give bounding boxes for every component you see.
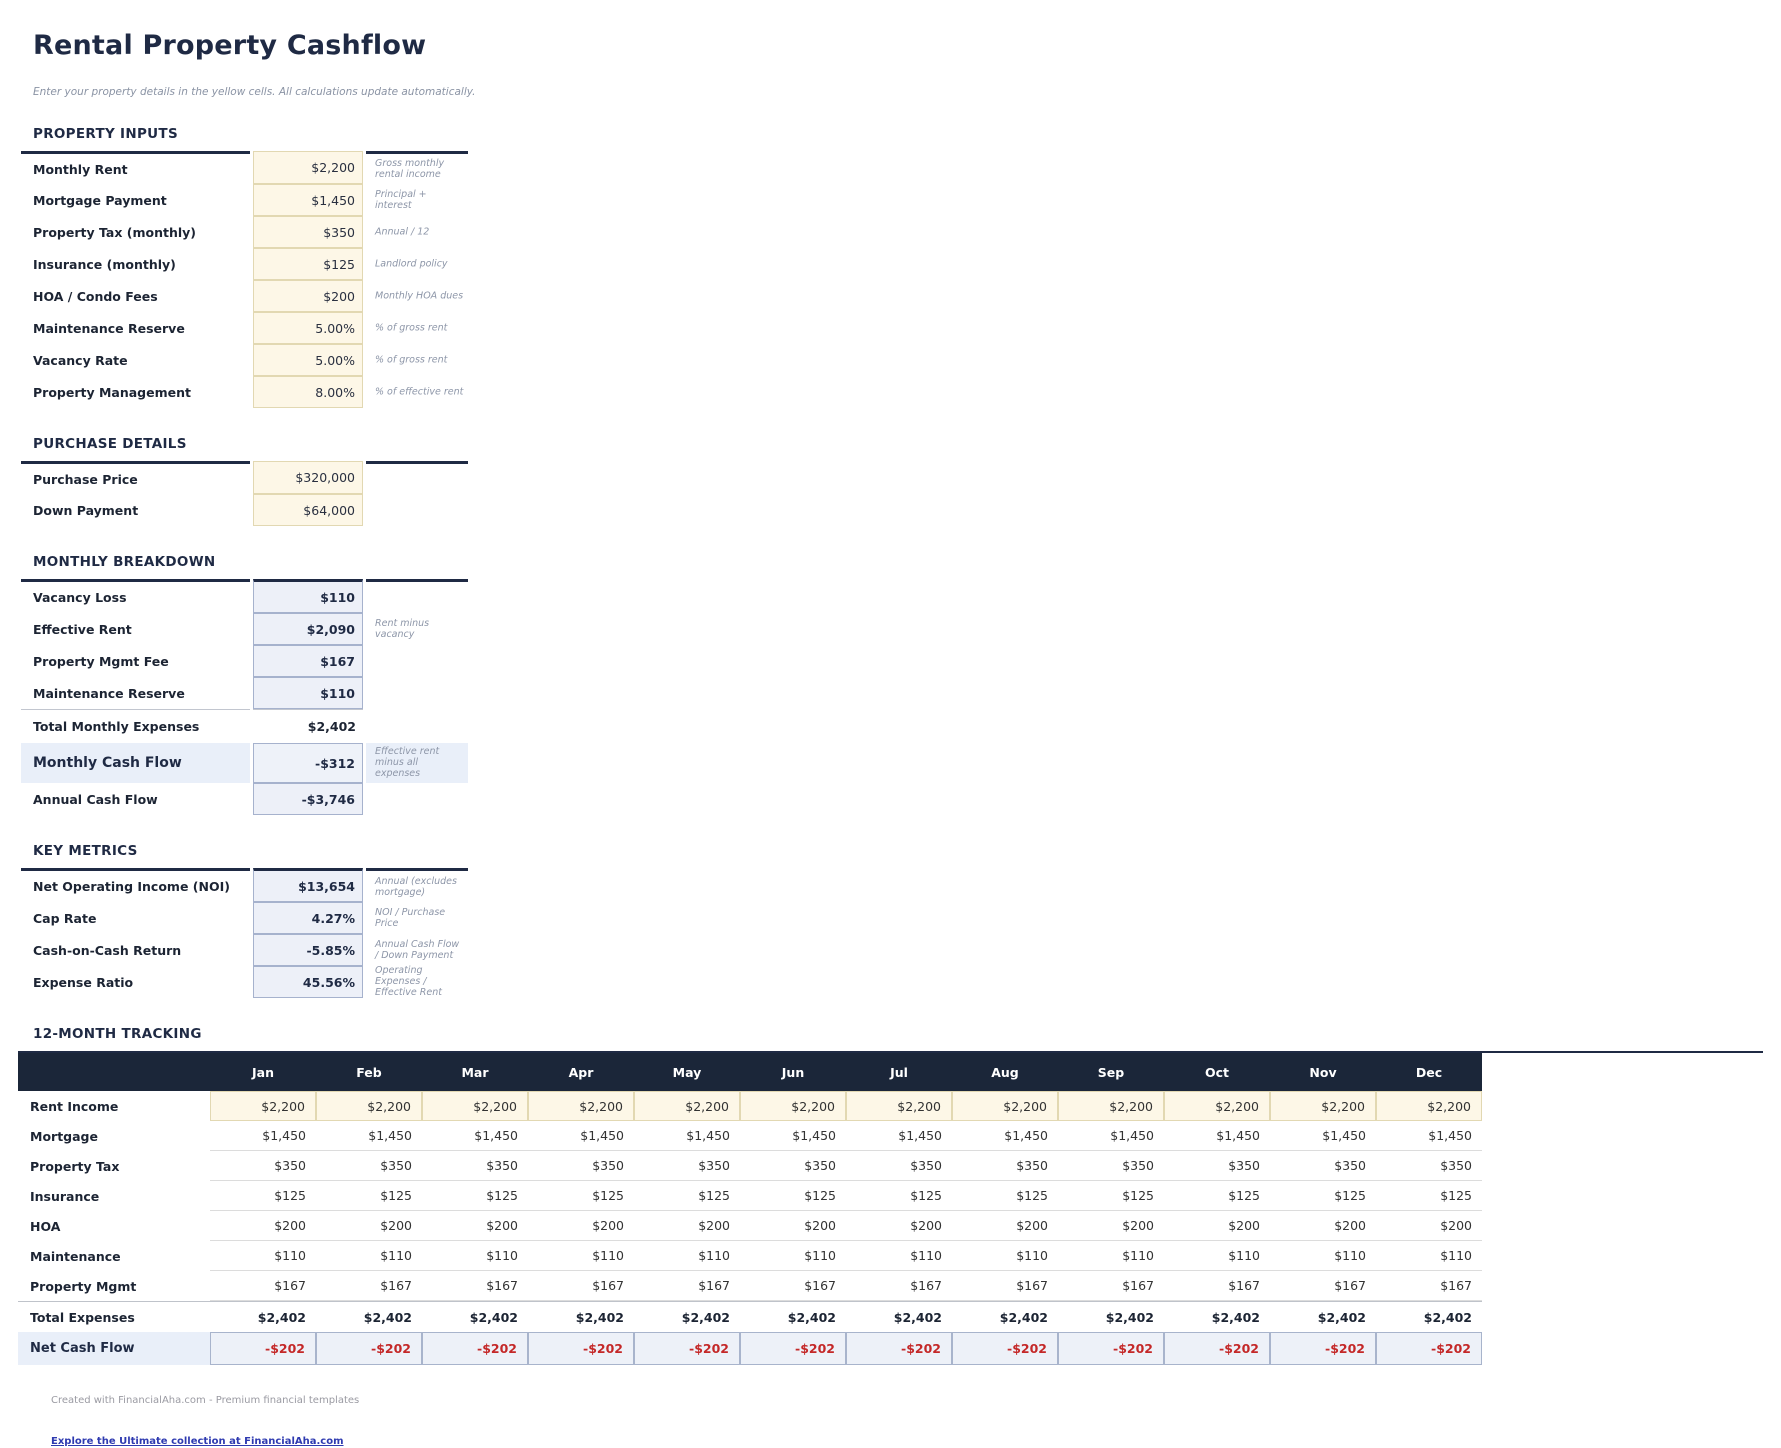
value-cell[interactable]: $2,200 [253,151,363,184]
row-label: Purchase Price [21,461,250,494]
row-spacer [1482,1121,1763,1151]
cell-jun: -$202 [740,1332,846,1365]
cell-apr: $110 [528,1241,634,1271]
page-subtitle: Enter your property details in the yellow cells. All calculations update automatically. [33,86,476,98]
note-cell [366,783,468,815]
cell-sep: $1,450 [1058,1121,1164,1151]
row-label: Property Mgmt Fee [33,653,169,669]
cell-apr[interactable]: $2,200 [528,1091,634,1121]
cell-jan: $125 [210,1181,316,1211]
row-label: Maintenance Reserve [33,320,185,336]
row-spacer [1482,1091,1763,1121]
row-spacer [1482,1151,1763,1181]
tracking-row [18,1271,1763,1301]
cell-apr: $200 [528,1211,634,1241]
cell-oct[interactable]: $2,200 [1164,1091,1270,1121]
value-cell[interactable]: $350 [253,216,363,248]
cell-apr: $2,402 [528,1301,634,1332]
cell-sep: $200 [1058,1211,1164,1241]
row-label: Expense Ratio [33,974,134,990]
table-row [21,868,468,902]
cell-dec: $125 [1376,1181,1482,1211]
cell-sep: $350 [1058,1151,1164,1181]
value-cell[interactable]: 8.00% [253,376,363,408]
cell-oct: $200 [1164,1211,1270,1241]
table-row [21,966,468,998]
section-heading-purchase-details: PURCHASE DETAILS [33,436,187,452]
cell-nov: $167 [1270,1271,1376,1301]
value-cell[interactable]: $320,000 [253,461,363,494]
value-cell: $110 [253,579,363,613]
row-label: Insurance (monthly) [33,256,176,272]
note-text: Monthly HOA dues [375,290,464,302]
cell-jul: $200 [846,1211,952,1241]
note-cell [366,743,468,783]
tracking-row [18,1241,1763,1271]
cell-may: $167 [634,1271,740,1301]
cell-mar: $110 [422,1241,528,1271]
cell-dec: -$202 [1376,1332,1482,1365]
row-spacer [1482,1181,1763,1211]
tracking-row [18,1091,1763,1121]
cell-jan: $200 [210,1211,316,1241]
note-text: Landlord policy [375,258,448,270]
tracking-row [18,1121,1763,1151]
table-row [21,709,468,743]
row-label: Down Payment [33,502,139,518]
row-label: Maintenance Reserve [33,685,185,701]
cell-may: $125 [634,1181,740,1211]
row-label: Net Operating Income (NOI) [21,868,250,902]
cell-jul: $110 [846,1241,952,1271]
note-cell [366,344,468,376]
cell-oct: $167 [1164,1271,1270,1301]
cell-jul: $350 [846,1151,952,1181]
table-row [21,783,468,815]
cell-feb: -$202 [316,1332,422,1365]
cell-nov[interactable]: $2,200 [1270,1091,1376,1121]
corner-cell [18,1053,210,1091]
cell-nov: $350 [1270,1151,1376,1181]
row-label: Property Mgmt [30,1278,137,1294]
cell-jan: $1,450 [210,1121,316,1151]
table-row [21,184,468,216]
tracking-row [18,1301,1763,1332]
note-cell [366,461,468,494]
footer-link[interactable]: Explore the Ultimate collection at FinancialAha.com [51,1436,344,1447]
row-label: Rent Income [30,1098,119,1114]
cell-dec: $2,402 [1376,1301,1482,1332]
cell-jan[interactable]: $2,200 [210,1091,316,1121]
cell-feb[interactable]: $2,200 [316,1091,422,1121]
cell-jan: $350 [210,1151,316,1181]
row-label: HOA [30,1218,61,1234]
row-label: Mortgage Payment [33,192,167,208]
row-label: Total Monthly Expenses [21,709,250,743]
table-key-metrics [18,868,471,998]
cell-may: -$202 [634,1332,740,1365]
month-header-aug: Aug [952,1053,1058,1091]
cell-nov: $110 [1270,1241,1376,1271]
tracking-row [18,1151,1763,1181]
note-text: % of gross rent [375,354,448,366]
table-row [21,743,468,783]
cell-nov: $2,402 [1270,1301,1376,1332]
value-cell[interactable]: 5.00% [253,344,363,376]
row-label: Net Cash Flow [18,1332,210,1365]
note-text: NOI / Purchase Price [375,906,446,929]
cell-jul: $1,450 [846,1121,952,1151]
row-label: Cash-on-Cash Return [33,942,182,958]
row-label: Property Tax (monthly) [33,224,196,240]
cell-jun: $125 [740,1181,846,1211]
cell-mar: $125 [422,1181,528,1211]
note-text: Effective rent minus all expenses [375,746,440,780]
note-text: Annual Cash Flow / Down Payment [375,938,460,961]
cell-jun[interactable]: $2,200 [740,1091,846,1121]
note-cell [366,248,468,280]
cell-nov: $1,450 [1270,1121,1376,1151]
row-label: Annual Cash Flow [33,791,158,807]
value-cell: $167 [253,645,363,677]
value-cell[interactable]: $1,450 [253,184,363,216]
cell-dec: $350 [1376,1151,1482,1181]
cell-feb: $350 [316,1151,422,1181]
cell-oct: $110 [1164,1241,1270,1271]
table-row [21,494,468,526]
note-text: Rent minus vacancy [375,617,430,640]
cell-dec: $200 [1376,1211,1482,1241]
row-spacer [1482,1332,1763,1365]
value-cell: 4.27% [253,902,363,934]
cell-mar: $200 [422,1211,528,1241]
cell-jun: $2,402 [740,1301,846,1332]
cell-apr: -$202 [528,1332,634,1365]
cell-dec[interactable]: $2,200 [1376,1091,1482,1121]
cell-apr: $167 [528,1271,634,1301]
cell-apr: $125 [528,1181,634,1211]
cell-jul: -$202 [846,1332,952,1365]
month-header-jan: Jan [210,1053,316,1091]
note-text: Annual (excludes mortgage) [375,875,457,898]
note-text: Operating Expenses / Effective Rent [375,965,442,999]
cell-sep: $110 [1058,1241,1164,1271]
cell-jun: $110 [740,1241,846,1271]
table-row [21,579,468,613]
cell-aug: $200 [952,1211,1058,1241]
section-heading-tracking: 12-MONTH TRACKING [33,1026,202,1042]
table-property-inputs [18,151,471,408]
note-cell [366,677,468,709]
cell-jun: $167 [740,1271,846,1301]
cell-jul: $125 [846,1181,952,1211]
cell-apr: $1,450 [528,1121,634,1151]
cell-aug: $350 [952,1151,1058,1181]
cell-jun: $200 [740,1211,846,1241]
cell-may: $200 [634,1211,740,1241]
cell-may: $110 [634,1241,740,1271]
month-header-sep: Sep [1058,1053,1164,1091]
cell-jan: -$202 [210,1332,316,1365]
row-label: Monthly Cash Flow [21,743,250,783]
cell-feb: $2,402 [316,1301,422,1332]
cell-feb: $200 [316,1211,422,1241]
row-spacer [1482,1211,1763,1241]
tracking-row [18,1211,1763,1241]
tracking-table [18,1051,1763,1365]
value-cell: 45.56% [253,966,363,998]
cell-sep: $167 [1058,1271,1164,1301]
value-cell[interactable]: $200 [253,280,363,312]
note-text: % of effective rent [375,386,464,398]
header-spacer [1482,1053,1763,1091]
value-cell: -$312 [253,743,363,783]
cell-nov: $200 [1270,1211,1376,1241]
table-row [21,216,468,248]
month-header-feb: Feb [316,1053,422,1091]
note-text: % of gross rent [375,322,448,334]
value-cell[interactable]: 5.00% [253,312,363,344]
cell-jan: $110 [210,1241,316,1271]
cell-may: $350 [634,1151,740,1181]
month-header-dec: Dec [1376,1053,1482,1091]
row-label: Vacancy Rate [33,352,128,368]
note-cell [366,902,468,934]
cell-mar[interactable]: $2,200 [422,1091,528,1121]
page-title: Rental Property Cashflow [33,30,427,61]
table-row [21,613,468,645]
cell-feb: $110 [316,1241,422,1271]
note-cell [366,494,468,526]
cell-aug: $125 [952,1181,1058,1211]
table-row [21,645,468,677]
table-row [21,461,468,494]
note-cell [366,645,468,677]
row-label: Vacancy Loss [21,579,250,613]
row-label: Cap Rate [33,910,97,926]
tracking-row [18,1332,1763,1365]
month-header-oct: Oct [1164,1053,1270,1091]
note-cell [366,934,468,966]
month-header-jul: Jul [846,1053,952,1091]
table-row [21,248,468,280]
cell-nov: $125 [1270,1181,1376,1211]
table-row [21,151,468,184]
value-cell: $2,402 [253,709,363,743]
cell-dec: $1,450 [1376,1121,1482,1151]
month-header-apr: Apr [528,1053,634,1091]
cell-jul: $2,402 [846,1301,952,1332]
value-cell: $2,090 [253,613,363,645]
note-cell [366,709,468,743]
tracking-row [18,1181,1763,1211]
cell-oct: $1,450 [1164,1121,1270,1151]
row-label: Maintenance [30,1248,121,1264]
cell-mar: $350 [422,1151,528,1181]
row-label: Total Expenses [18,1301,210,1332]
month-header-jun: Jun [740,1053,846,1091]
cell-mar: $1,450 [422,1121,528,1151]
value-cell: -$3,746 [253,783,363,815]
cell-jun: $1,450 [740,1121,846,1151]
cell-apr: $350 [528,1151,634,1181]
cell-feb: $125 [316,1181,422,1211]
row-label: Effective Rent [33,621,132,637]
cell-aug: $1,450 [952,1121,1058,1151]
cell-nov: -$202 [1270,1332,1376,1365]
cell-sep[interactable]: $2,200 [1058,1091,1164,1121]
cell-aug: -$202 [952,1332,1058,1365]
cell-dec: $167 [1376,1271,1482,1301]
row-label: Monthly Rent [21,151,250,184]
cell-aug[interactable]: $2,200 [952,1091,1058,1121]
section-heading-property-inputs: PROPERTY INPUTS [33,126,178,142]
note-text: Gross monthly rental income [375,157,445,180]
cell-oct: $350 [1164,1151,1270,1181]
note-cell [366,184,468,216]
summary-panels [18,126,1781,998]
cell-feb: $1,450 [316,1121,422,1151]
cell-sep: -$202 [1058,1332,1164,1365]
note-cell [366,966,468,998]
cell-aug: $167 [952,1271,1058,1301]
cell-mar: -$202 [422,1332,528,1365]
cell-sep: $2,402 [1058,1301,1164,1332]
value-cell[interactable]: $125 [253,248,363,280]
value-cell: -5.85% [253,934,363,966]
row-spacer [1482,1301,1763,1332]
cell-oct: $125 [1164,1181,1270,1211]
footer-credit: Created with FinancialAha.com - Premium financial templates [51,1395,360,1406]
cell-aug: $2,402 [952,1301,1058,1332]
cell-oct: $2,402 [1164,1301,1270,1332]
note-cell [366,579,468,613]
tracking-table-holder [18,1051,1781,1365]
cell-oct: -$202 [1164,1332,1270,1365]
note-text: Principal + interest [375,188,427,211]
note-cell [366,312,468,344]
table-row [21,376,468,408]
cell-jun: $350 [740,1151,846,1181]
cell-aug: $110 [952,1241,1058,1271]
table-row [21,280,468,312]
row-label: Insurance [30,1188,100,1204]
note-text: Annual / 12 [375,226,430,238]
table-monthly-breakdown [18,579,471,815]
tracking-header-row [18,1053,1763,1091]
month-header-mar: Mar [422,1053,528,1091]
cell-jan: $2,402 [210,1301,316,1332]
cell-jul: $167 [846,1271,952,1301]
cell-may[interactable]: $2,200 [634,1091,740,1121]
row-label: Mortgage [30,1128,98,1144]
month-header-nov: Nov [1270,1053,1376,1091]
note-cell [366,280,468,312]
table-row [21,902,468,934]
table-row [21,934,468,966]
cell-mar: $167 [422,1271,528,1301]
cell-may: $2,402 [634,1301,740,1332]
note-cell [366,613,468,645]
row-label: Property Management [33,384,191,400]
note-cell [366,868,468,902]
cell-jan: $167 [210,1271,316,1301]
table-row [21,677,468,709]
cell-may: $1,450 [634,1121,740,1151]
month-header-may: May [634,1053,740,1091]
row-label: HOA / Condo Fees [33,288,158,304]
cell-mar: $2,402 [422,1301,528,1332]
note-cell [366,376,468,408]
cell-dec: $110 [1376,1241,1482,1271]
row-spacer [1482,1241,1763,1271]
table-row [21,344,468,376]
table-purchase-details [18,461,471,526]
note-cell [366,216,468,248]
table-row [21,312,468,344]
section-heading-key-metrics: KEY METRICS [33,843,138,859]
value-cell: $110 [253,677,363,709]
value-cell: $13,654 [253,868,363,902]
note-cell [366,151,468,184]
cell-feb: $167 [316,1271,422,1301]
section-heading-monthly-breakdown: MONTHLY BREAKDOWN [33,554,216,570]
value-cell[interactable]: $64,000 [253,494,363,526]
cell-sep: $125 [1058,1181,1164,1211]
cell-jul[interactable]: $2,200 [846,1091,952,1121]
row-label: Property Tax [30,1158,120,1174]
row-spacer [1482,1271,1763,1301]
